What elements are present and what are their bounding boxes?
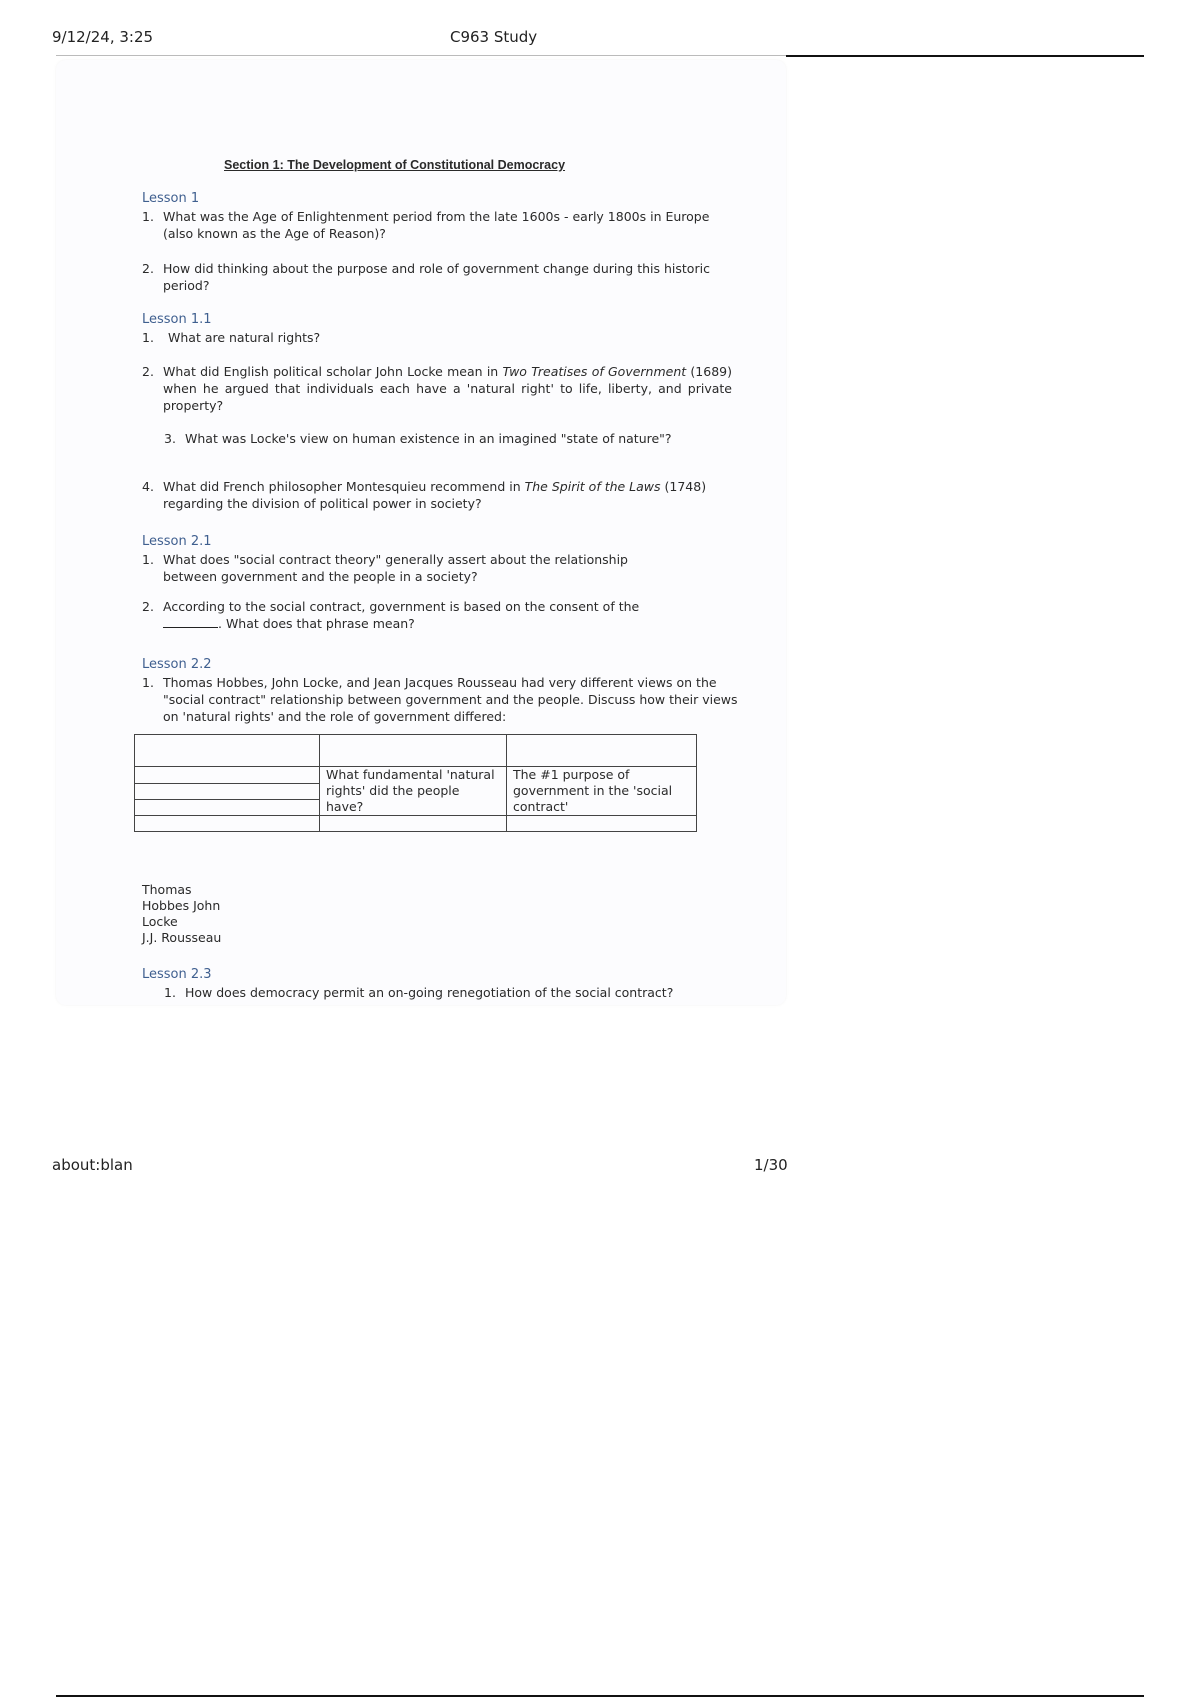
page-number: 1/30 — [754, 1156, 788, 1174]
question — [142, 363, 732, 414]
table-cell — [135, 784, 320, 800]
lesson-heading: Lesson 1.1 — [142, 312, 212, 327]
question-text — [163, 598, 732, 632]
question-text: How does democracy permit an on-going renegotiation of the social contract? — [185, 985, 674, 1000]
question-text-part: What did French philosopher Montesquieu recommend in — [163, 479, 525, 494]
table-row-labels — [142, 882, 221, 946]
comparison-table — [134, 734, 697, 832]
row-label: Thomas — [142, 882, 192, 897]
lesson-heading: Lesson 2.1 — [142, 534, 212, 549]
question-text: How did thinking about the purpose and role of government change during this historic period? — [163, 261, 710, 293]
table-cell — [507, 735, 697, 767]
question-number: 4. — [142, 479, 154, 494]
table-row — [135, 735, 697, 767]
question-text: What does "social contract theory" generally assert about the relationship between government and the people in a society? — [163, 552, 628, 584]
question-text-part: . What does that phrase mean? — [218, 616, 415, 631]
table-row — [135, 767, 697, 784]
question-number: 2. — [142, 261, 154, 276]
book-title: Two Treatises of Government — [502, 364, 687, 379]
question-number: 1. — [142, 209, 154, 224]
table-cell — [135, 735, 320, 767]
row-label: J.J. Rousseau — [142, 930, 222, 945]
print-url: about:blan — [52, 1156, 133, 1174]
table-cell — [135, 800, 320, 816]
question — [142, 208, 732, 242]
document-page — [56, 60, 786, 1005]
table-cell — [135, 767, 320, 784]
question-text — [163, 363, 732, 414]
question-number: 2. — [142, 599, 154, 614]
row-label: Locke — [142, 914, 178, 929]
table-cell — [320, 816, 507, 832]
question-number: 1. — [142, 330, 154, 345]
question-number: 1. — [142, 552, 154, 567]
question-text: What are natural rights? — [168, 330, 321, 345]
question — [142, 478, 742, 512]
question — [142, 551, 662, 585]
question — [142, 329, 732, 346]
question-text-part: (1689) when he argued that individuals each have a 'natural right' to life, liberty, and private property? — [163, 364, 732, 413]
question-text — [163, 478, 742, 512]
bottom-rule — [56, 1695, 1144, 1697]
table-row — [135, 816, 697, 832]
question — [142, 674, 742, 725]
question — [164, 430, 734, 447]
lesson-heading: Lesson 1 — [142, 191, 200, 206]
lesson-heading: Lesson 2.2 — [142, 657, 212, 672]
header-rule-dark — [786, 55, 1144, 57]
question — [164, 984, 684, 1001]
question-text: What was Locke's view on human existence in an imagined "state of nature"? — [185, 431, 672, 446]
table-cell — [320, 735, 507, 767]
lesson-heading: Lesson 2.3 — [142, 967, 212, 982]
table-cell — [507, 816, 697, 832]
question-text-part: (1748) regarding the division of political power in society? — [163, 479, 707, 511]
header-rule — [56, 55, 786, 56]
question-text-part: According to the social contract, government is based on the consent of the — [163, 599, 640, 614]
question — [142, 598, 732, 632]
fill-in-blank — [163, 615, 218, 628]
question — [142, 260, 732, 294]
row-label: Hobbes John — [142, 898, 221, 913]
table-cell — [135, 816, 320, 832]
question-text-part: What did English political scholar John Locke mean in — [163, 364, 503, 379]
section-title: Section 1: The Development of Constitutional Democracy — [224, 158, 566, 172]
question-number: 3. — [164, 431, 176, 446]
table-header-rights: What fundamental 'natural rights' did the people have? — [320, 767, 507, 816]
table-header-purpose: The #1 purpose of government in the 'social contract' — [507, 767, 697, 816]
book-title: The Spirit of the Laws — [524, 479, 661, 494]
question-text: What was the Age of Enlightenment period from the late 1600s - early 1800s in Europe (also known as the Age of Reason)? — [163, 209, 710, 241]
question-number: 2. — [142, 364, 154, 379]
question-number: 1. — [142, 675, 154, 690]
question-text: Thomas Hobbes, John Locke, and Jean Jacques Rousseau had very different views on the "social contract" relationship between government and the people. Discuss how their views on 'natural rights' and the role of government differed: — [163, 675, 738, 724]
print-date: 9/12/24, 3:25 — [52, 28, 154, 46]
print-title: C963 Study — [450, 28, 538, 46]
question-number: 1. — [164, 985, 176, 1000]
